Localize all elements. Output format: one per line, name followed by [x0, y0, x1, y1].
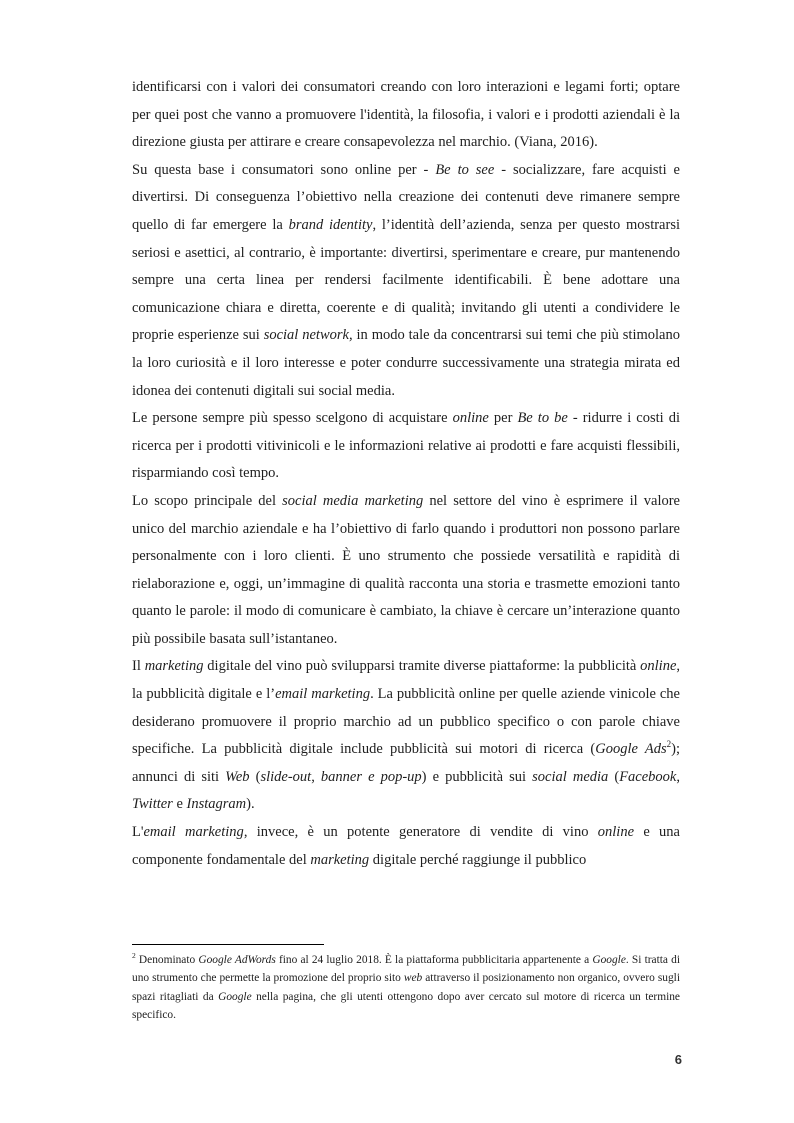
text-run: e una componente fondamentale del	[132, 824, 680, 868]
italic-run: Google	[592, 954, 626, 966]
text-run: Su questa base i consumatori sono online per -	[132, 161, 436, 178]
italic-run: Google	[218, 990, 252, 1003]
italic-run: banner e pop-up	[320, 768, 422, 785]
italic-run: Google AdWords	[198, 954, 276, 966]
text-run: - ridurre i costi di ricerca per i prodotti vitivinicoli e le informazioni relative ai prodotti e fare acquisti flessibili, risparmiando così tempo.	[132, 410, 680, 482]
italic-run: online	[452, 410, 489, 427]
italic-run: brand identity	[288, 216, 373, 233]
paragraph-5	[132, 653, 680, 819]
text-run: L'	[132, 824, 144, 841]
footnote-separator	[132, 944, 324, 945]
text-run: ); annunci di siti	[132, 741, 680, 785]
text-run: in modo tale da concentrarsi sui temi che più stimolano la loro curiosità e il loro interesse e poter condurre successivamente una strategia mirata ed idonea dei contenuti digitali sui social media.	[132, 327, 680, 399]
text-run: , invece, è un potente generatore di vendite di vino	[243, 824, 598, 841]
text-run: ,	[311, 768, 321, 785]
italic-run: web	[403, 972, 423, 985]
italic-run: social media	[532, 768, 609, 785]
italic-run: Instagram	[186, 796, 247, 813]
text-run: nella pagina, che gli utenti ottengono dopo aver cercato sul motore di ricerca un termine specifico.	[132, 990, 680, 1022]
italic-run: online	[597, 824, 635, 841]
text-run: digitale del vino può svilupparsi tramite diverse piattaforme: la pubblicità	[203, 658, 641, 675]
paragraph-6	[132, 819, 680, 874]
italic-run: social media marketing	[282, 492, 424, 509]
footnote-reference[interactable]: 2	[666, 739, 672, 750]
body-text	[132, 74, 680, 874]
text-run: attraverso il posizionamento non organico, ovvero sugli spazi ritagliati da	[132, 972, 680, 1003]
text-run: ) e pubblicità sui	[421, 768, 533, 785]
italic-run: email marketing	[143, 824, 244, 841]
footnote	[132, 951, 680, 1025]
page-number: 6	[674, 1052, 682, 1067]
paragraph-3	[132, 405, 680, 488]
text-run: fino al 24 luglio 2018. È la piattaforma pubblicitaria appartenente a	[275, 954, 593, 966]
italic-run: social network,	[263, 327, 353, 344]
text-run: ).	[246, 796, 255, 813]
text-run: digitale perché raggiunge il pubblico	[369, 851, 587, 868]
text-run: , l’identità dell’azienda, senza per questo mostrarsi seriosi e asettici, al contrario, è importante: divertirsi, sperimentare e creare, pur mantenendo sempre una certa linea per rendersi facilmente identificabili. È bene adottare una comunicazione chiara e diretta, coerente e di qualità; invitando gli utenti a condividere le proprie esperienze sui	[132, 216, 680, 344]
text-run: - socializzare, fare acquisti e divertirsi. Di conseguenza l’obiettivo nella creazione dei contenuti deve rimanere sempre quello di far emergere la	[132, 161, 680, 233]
italic-run: Google Ads	[595, 741, 667, 758]
text-run: ,	[676, 768, 680, 785]
text-run: nel settore del vino è esprimere il valore unico del marchio aziendale e ha l’obiettivo di farlo quando i produttori non possono parlare personalmente con i loro clienti. È uno strumento che possiede versatilità e rapidità di rielaborazione e, oggi, un’immagine di qualità racconta una storia e trasmette emozioni tanto quanto le parole: il modo di comunicare è cambiato, la chiave è cercare un’interazione quanto più possibile basata sull’istantaneo.	[132, 492, 680, 647]
text-run: (	[249, 768, 261, 785]
paragraph-1	[132, 74, 680, 157]
italic-run: Web	[225, 768, 250, 785]
text-run: e	[172, 796, 187, 813]
italic-run: slide-out	[260, 768, 312, 785]
text-run: , la pubblicità digitale e l’	[132, 658, 681, 703]
text-run: identificarsi con i valori dei consumatori creando con loro interazioni e legami forti; optare per quei post che vanno a promuovere l'identità, la filosofia, i valori e i prodotti aziendali è la direzione giusta per attirare e creare consapevolezza nel marchio. (Viana, 2016).	[132, 79, 680, 151]
text-run: (	[608, 768, 620, 785]
italic-run: marketing	[310, 851, 370, 868]
footnote-number: 2	[132, 951, 136, 961]
text-run: Lo scopo principale del	[132, 492, 283, 509]
text-run: Il	[132, 658, 145, 675]
italic-run: Twitter	[132, 796, 173, 813]
text-run: . La pubblicità online per quelle aziende vinicole che desiderano promuovere il proprio marchio ad un pubblico specifico o con parole chiave specifiche. La pubblicità digitale include pubblicità sui motori di ricerca (	[132, 686, 680, 758]
text-run: per	[488, 410, 518, 427]
paragraph-2	[132, 157, 680, 405]
italic-run: marketing	[144, 658, 204, 675]
italic-run: online	[640, 658, 677, 675]
text-run: . Si tratta di uno strumento che permette la promozione del proprio sito	[132, 954, 680, 985]
italic-run: Be to see	[435, 161, 495, 178]
italic-run: Be to be	[517, 410, 568, 427]
text-run: Le persone sempre più spesso scelgono di acquistare	[132, 410, 453, 427]
text-run: Denominato	[135, 954, 199, 966]
paragraph-4	[132, 488, 680, 654]
italic-run: Facebook	[619, 768, 677, 785]
italic-run: email marketing	[275, 686, 371, 703]
